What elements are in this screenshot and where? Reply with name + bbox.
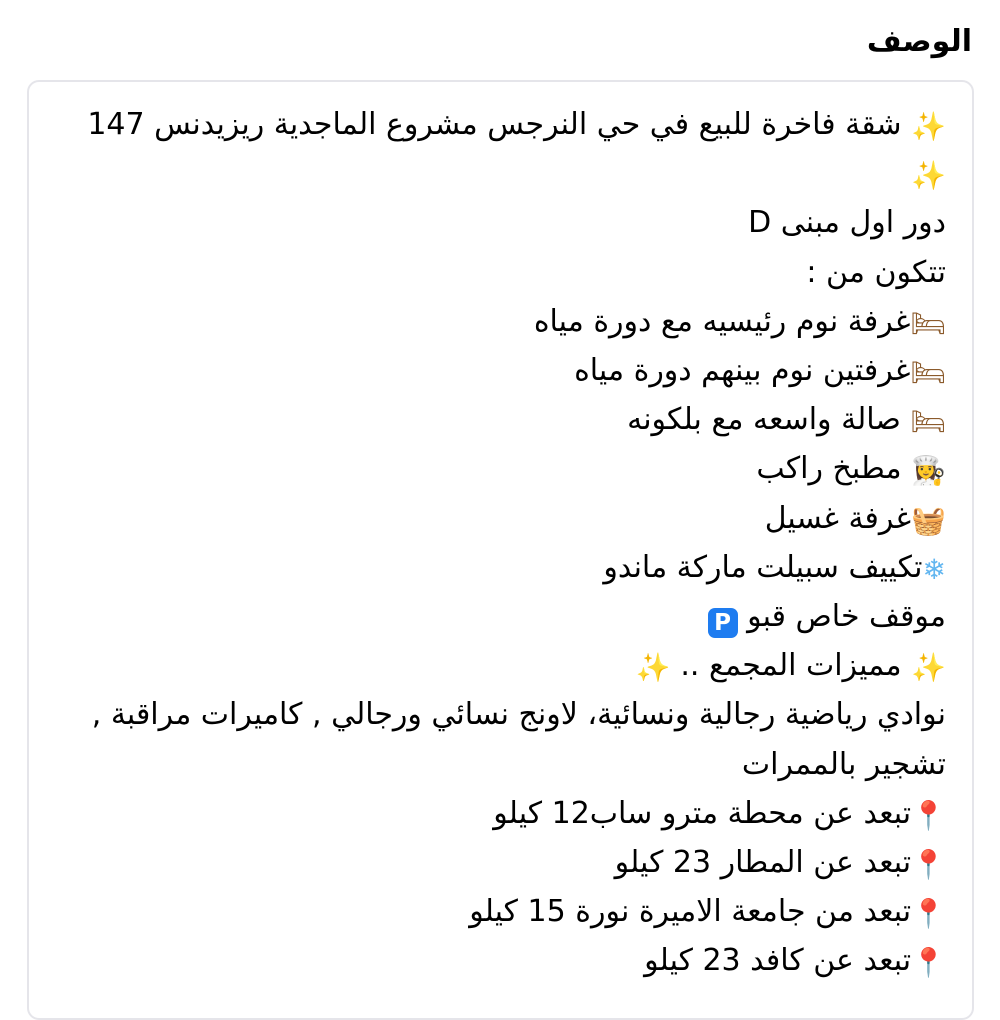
- sparkles-icon: ✨: [911, 110, 946, 143]
- laundry-line: [45, 494, 946, 543]
- room-text: صالة واسعه مع بلكونه: [627, 402, 911, 438]
- features-title-text: مميزات المجمع ..: [670, 648, 902, 684]
- features-title-line: [45, 641, 946, 690]
- snowflake-icon: ❄: [922, 552, 946, 586]
- kitchen-line: [45, 444, 946, 493]
- kitchen-text: مطبخ راكب: [756, 451, 912, 487]
- sparkles-icon: ✨: [635, 651, 671, 685]
- distance-text: تبعد عن المطار 23 كيلو: [614, 845, 912, 881]
- distance-line: [45, 936, 946, 985]
- bed-icon: 🛏: [910, 356, 946, 390]
- features-text: نوادي رياضية رجالية ونسائية، لاونج نسائي ورجالي , كاميرات مراقبة , تشجير بالممرات: [91, 697, 946, 782]
- room-line: [45, 395, 946, 444]
- sparkles-icon: ✨: [911, 159, 946, 193]
- features-line: [45, 690, 946, 788]
- pin-icon: 📍: [911, 897, 946, 931]
- consists-of-text: تتكون من :: [806, 254, 946, 290]
- parking-text: موقف خاص قبو: [737, 599, 946, 635]
- description-text: [29, 82, 972, 986]
- distance-text: تبعد عن محطة مترو ساب12 كيلو: [493, 795, 912, 831]
- bed-icon: 🛏: [910, 405, 946, 439]
- bed-icon: 🛏: [910, 306, 946, 340]
- chef-icon: 👩‍🍳: [911, 454, 946, 488]
- pin-icon: 📍: [911, 848, 946, 882]
- room-line: [45, 297, 946, 346]
- description-box: [27, 80, 974, 1020]
- ac-line: [45, 543, 946, 592]
- parking-line: [45, 592, 946, 641]
- distance-line: [45, 789, 946, 838]
- sparkles-icon: ✨: [911, 651, 946, 685]
- section-title: الوصف: [866, 24, 972, 59]
- room-line: [45, 346, 946, 395]
- room-text: غرفتين نوم بينهم دورة مياه: [574, 353, 911, 389]
- pin-icon: 📍: [911, 946, 946, 980]
- consists-of-line: [45, 248, 946, 297]
- ac-text: تكييف سبيلت ماركة ماندو: [603, 549, 923, 585]
- distance-text: تبعد عن كافد 23 كيلو: [644, 943, 912, 979]
- distance-text: تبعد من جامعة الاميرة نورة 15 كيلو: [469, 894, 912, 930]
- pin-icon: 📍: [911, 798, 946, 832]
- headline-text: شقة فاخرة للبيع في حي النرجس مشروع الماجدية ريزيدنس 147: [87, 107, 902, 142]
- distance-line: [45, 838, 946, 887]
- floor-text: دور اول مبنى D: [748, 205, 946, 241]
- floor-line: [45, 198, 946, 247]
- headline-line: [45, 100, 946, 198]
- distance-line: [45, 887, 946, 936]
- basket-icon: 🧺: [911, 503, 946, 537]
- laundry-text: غرفة غسيل: [764, 500, 912, 536]
- parking-icon: P: [708, 608, 738, 638]
- room-text: غرفة نوم رئيسيه مع دورة مياه: [533, 303, 911, 339]
